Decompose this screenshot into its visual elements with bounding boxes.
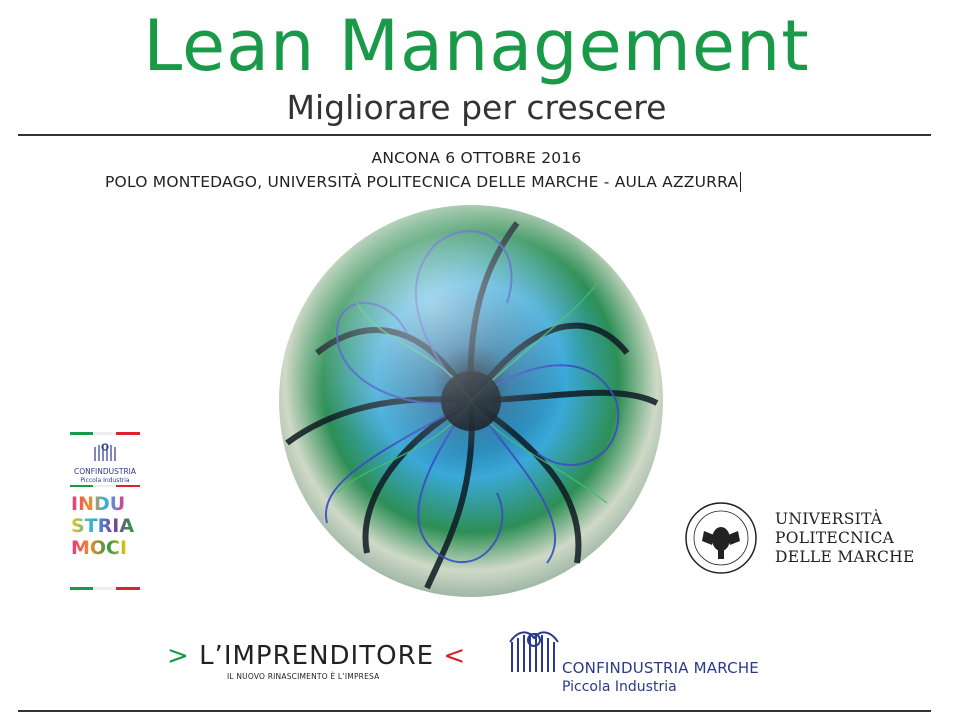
bottom-divider (18, 710, 931, 712)
univpm-line-3: DELLE MARCHE (775, 548, 915, 566)
eagle-icon (92, 441, 118, 463)
univpm-line-1: UNIVERSITÀ (775, 510, 883, 528)
confindustria-name: CONFINDUSTRIA (73, 467, 137, 476)
confindustria-marche-name: CONFINDUSTRIA MARCHE (562, 659, 759, 677)
univpm-line-2: POLITECNICA (775, 529, 895, 547)
confindustria-eagle-icon (508, 628, 564, 676)
imprenditore-name: L’IMPRENDITORE (199, 641, 435, 671)
industriamoci-line-2: STRIA (71, 515, 135, 537)
univpm-name (775, 510, 915, 567)
imprenditore-prefix: > (167, 641, 190, 671)
imprenditore-logo (167, 641, 466, 671)
confindustria-sub: Piccola Industria (80, 477, 130, 484)
glass-marble-image (277, 203, 665, 598)
event-date: ANCONA 6 OTTOBRE 2016 (371, 149, 582, 167)
confindustria-industriamoci-logo (70, 432, 140, 592)
imprenditore-tagline: IL NUOVO RINASCIMENTO È L’IMPRESA (227, 672, 380, 681)
industriamoci-line-1: INDU (71, 493, 126, 515)
industriamoci-line-3: MOCI (71, 537, 128, 559)
page-subtitle: Migliorare per crescere (286, 88, 667, 127)
top-divider (18, 134, 931, 136)
imprenditore-suffix: < (443, 641, 467, 671)
confindustria-marche-sub: Piccola Industria (562, 679, 677, 695)
univpm-seal-icon (684, 501, 758, 575)
event-venue: POLO MONTEDAGO, UNIVERSITÀ POLITECNICA DELLE MARCHE - AULA AZZURRA (105, 172, 741, 192)
page-title: Lean Management (143, 5, 810, 87)
